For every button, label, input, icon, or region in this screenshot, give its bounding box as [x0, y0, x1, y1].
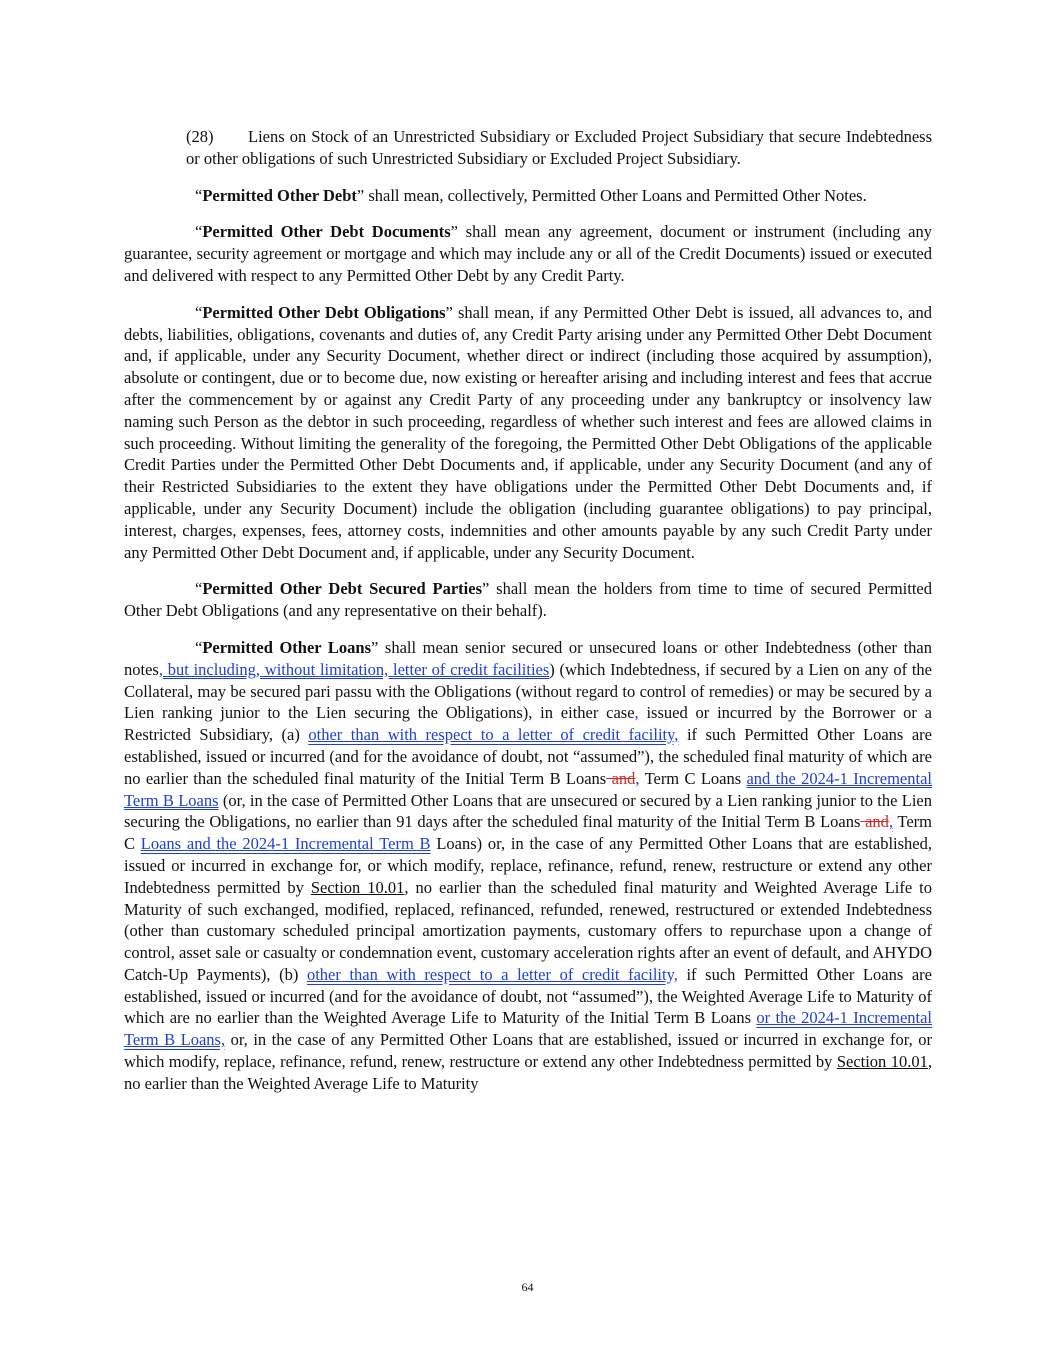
definition-text: , no earlier than the scheduled final maturity and Weighted Average Life to Maturity of such exchanged, modified, replaced, refinanced, refunded, renewed, restructured or extended Indebtedness (other than customary scheduled principal amortization payments, customary offers to repurchase upon a change of control, asset sale or casualty or condemnation event, customary acceleration rights after an event of default, and AHYDO Catch-Up Payments), (b)	[124, 877, 933, 984]
inserted-text: ,	[635, 768, 640, 788]
defined-term: Permitted Other Debt Secured Parties	[202, 579, 482, 599]
definition-permitted-other-debt-secured-parties: “Permitted Other Debt Secured Parties” shall mean the holders from time to time of secured Permitted Other Debt Obligations (and any representative on their behalf).	[124, 579, 932, 621]
section-reference: Section 10.01	[310, 877, 405, 897]
definition-text: Term C Loans	[639, 768, 747, 788]
definition-text: shall mean senior secured or unsecured loans or other Indebtedness (other than notes	[124, 637, 932, 679]
inserted-text: other than with respect to a letter of credit facility,	[306, 964, 678, 984]
inserted-text: and the 2024-1 Incremental Term B Loans	[124, 768, 932, 810]
definition-text: issued or incurred by the Borrower or a Restricted Subsidiary, (a)	[124, 703, 932, 745]
inserted-text: other than with respect to a letter of credit facility,	[308, 725, 679, 745]
defined-term: Permitted Other Debt Obligations	[202, 302, 446, 322]
definition-text: Term C	[124, 812, 932, 854]
definition-text: if such Permitted Other Loans are established, issued or incurred (and for the avoidance of doubt, not “assumed”), the scheduled final maturity of which are no earlier than the scheduled final maturity of the Initial Term B Loans	[124, 725, 932, 788]
definition-text: shall mean the holders from time to time of secured Permitted Other Debt Obligations (and any representative on their behalf).	[124, 579, 932, 621]
defined-term: Permitted Other Loans	[202, 637, 371, 657]
definition-text: , no earlier than the Weighted Average Life to Maturity	[124, 1052, 932, 1093]
definition-permitted-other-debt: “Permitted Other Debt” shall mean, collectively, Permitted Other Loans and Permitted Other Notes.	[195, 185, 867, 205]
definition-text: shall mean any agreement, document or instrument (including any guarantee, security agreement or mortgage and which may include any or all of the Credit Documents) issued or executed and delivered with respect to any Permitted Other Debt by any Credit Party.	[124, 222, 932, 285]
item-28-text: Liens on Stock of an Unrestricted Subsidiary or Excluded Project Subsidiary that secure Indebtedness or other obligations of such Unrestricted Subsidiary or Excluded Project Subsidiary.	[186, 127, 932, 168]
deleted-text: and	[606, 768, 636, 788]
item-28-number: (28)	[186, 127, 214, 146]
definition-text: Loans) or, in the case of any Permitted Other Loans that are established, issued or incurred in exchange for, or which modify, replace, refinance, refund, renew, restructure or extend any other Indebtedness permitted by	[124, 834, 932, 897]
definition-permitted-other-debt-obligations: “Permitted Other Debt Obligations” shall mean, if any Permitted Other Debt is issued, all advances to, and debts, liabilities, obligations, covenants and duties of, any Credit Party arising under any Permitted Other Debt Document and, if applicable, under any Security Document, whether direct or indirect (including those acquired by assumption), absolute or contingent, due or to become due, now existing or hereafter arising and including interest and fees that accrue after the commencement by or against any Credit Party of any proceeding under any bankruptcy or insolvency law naming such Person as the debtor in such proceeding, regardless of whether such interest and fees are allowed claims in such proceeding. Without limiting the generality of the foregoing, the Permitted Other Debt Obligations of the applicable Credit Parties under the Permitted Other Debt Documents and, if applicable, under any Security Document (and any of their Restricted Subsidiaries to the extent they have obligations under the Permitted Other Debt Documents and, if applicable, under any Security Document) include the obligation (including guarantee obligations) to pay principal, interest, charges, expenses, fees, attorney costs, indemnities and other amounts payable by any such Credit Party under any Permitted Other Debt Document and, if applicable, under any Security Document.	[124, 302, 932, 562]
deleted-text: and	[860, 812, 889, 832]
document-page	[124, 126, 932, 1110]
inserted-text: ,	[634, 703, 639, 723]
page-number: 64	[521, 1280, 534, 1294]
definition-text: shall mean, collectively, Permitted Other Loans and Permitted Other Notes.	[364, 185, 867, 205]
defined-term: Permitted Other Debt Documents	[202, 222, 451, 242]
definition-text: (or, in the case of Permitted Other Loans that are unsecured or secured by a Lien ranking junior to the Lien securing the Obligations, no earlier than 91 days after the scheduled final maturity of the Initial Term B Loans	[124, 790, 932, 832]
definition-text: if such Permitted Other Loans are established, issued or incurred (and for the avoidance of doubt, not “assumed”), the Weighted Average Life to Maturity of which are no earlier than the Weighted Average Life to Maturity of the Initial Term B Loans	[124, 964, 932, 1028]
definition-permitted-other-loans: “Permitted Other Loans” shall mean senior secured or unsecured loans or other Indebtedness (other than notes, but including, without limitation, letter of credit facilities) (which Indebtedness, if secured by a Lien on any of the Collateral, may be secured pari passu with the Obligations (without regard to control of remedies) or may be secured by a Lien ranking junior to the Lien securing the Obligations), in either case, issued or incurred by the Borrower or a Restricted Subsidiary, (a) other than with respect to a letter of credit facility, if such Permitted Other Loans are established, issued or incurred (and for the avoidance of doubt, not “assumed”), the scheduled final maturity of which are no earlier than the scheduled final maturity of the Initial Term B Loans and, Term C Loans and the 2024-1 Incremental Term B Loans (or, in the case of Permitted Other Loans that are unsecured or secured by a Lien ranking junior to the Lien securing the Obligations, no earlier than 91 days after the scheduled final maturity of the Initial Term B Loans and, Term C Loans and the 2024-1 Incremental Term B Loans) or, in the case of any Permitted Other Loans that are established, issued or incurred in exchange for, or which modify, replace, refinance, refund, renew, restructure or extend any other Indebtedness permitted by Section 10.01, no earlier than the scheduled final maturity and Weighted Average Life to Maturity of such exchanged, modified, replaced, refinanced, refunded, renewed, restructured or extended Indebtedness (other than customary scheduled principal amortization payments, customary offers to repurchase upon a change of control, asset sale or casualty or condemnation event, customary acceleration rights after an event of default, and AHYDO Catch-Up Payments), (b) other than with respect to a letter of credit facility, if such Permitted Other Loans are established, issued or incurred (and for the avoidance of doubt, not “assumed”), the Weighted Average Life to Maturity of which are no earlier than the Weighted Average Life to Maturity of the Initial Term B Loans or the 2024-1 Incremental Term B Loans, or, in the case of any Permitted Other Loans that are established, issued or incurred in exchange for, or which modify, replace, refinance, refund, renew, restructure or extend any other Indebtedness permitted by Section 10.01, no earlier than the Weighted Average Life to Maturity	[124, 637, 933, 1093]
defined-term: Permitted Other Debt	[202, 185, 357, 205]
definition-text: ) (which Indebtedness, if secured by a Lien on any of the Collateral, may be secured pari passu with the Obligations (without regard to control of remedies) or may be secured by a Lien ranking junior to the Lien securing the Obligations), in either case	[124, 659, 932, 723]
inserted-text: Loans and the 2024-1 Incremental Term B	[140, 834, 431, 854]
definition-text: shall mean, if any Permitted Other Debt is issued, all advances to, and debts, liabilities, obligations, covenants and duties of, any Credit Party arising under any Permitted Other Debt Document and, if applicable, under any Security Document, whether direct or indirect (including those acquired by assumption), absolute or contingent, due or to become due, now existing or hereafter arising and including interest and fees that accrue after the commencement by or against any Credit Party of any proceeding under any bankruptcy or insolvency law naming such Person as the debtor in such proceeding, regardless of whether such interest and fees are allowed claims in such proceeding. Without limiting the generality of the foregoing, the Permitted Other Debt Obligations of the applicable Credit Parties under the Permitted Other Debt Documents and, if applicable, under any Security Document (and any of their Restricted Subsidiaries to the extent they have obligations under the Permitted Other Debt Documents and, if applicable, under any Security Document) include the obligation (including guarantee obligations) to pay principal, interest, charges, expenses, fees, attorney costs, indemnities and other amounts payable by any such Credit Party under any Permitted Other Debt Document and, if applicable, under any Security Document.	[124, 302, 932, 562]
definition-text: or, in the case of any Permitted Other Loans that are established, issued or incurred in exchange for, or which modify, replace, refinance, refund, renew, restructure or extend any other Indebtedness permitted by	[124, 1030, 932, 1072]
inserted-text: , but including, without limitation, letter of credit facilities	[158, 659, 550, 679]
inserted-text: or the 2024-1 Incremental Term B Loans,	[124, 1008, 933, 1050]
inserted-text: ,	[888, 812, 894, 832]
item-28-paragraph	[186, 126, 932, 170]
definition-permitted-other-debt-documents: “Permitted Other Debt Documents” shall mean any agreement, document or instrument (including any guarantee, security agreement or mortgage and which may include any or all of the Credit Documents) issued or executed and delivered with respect to any Permitted Other Debt by any Credit Party.	[124, 222, 932, 285]
section-reference: Section 10.01	[836, 1052, 928, 1072]
